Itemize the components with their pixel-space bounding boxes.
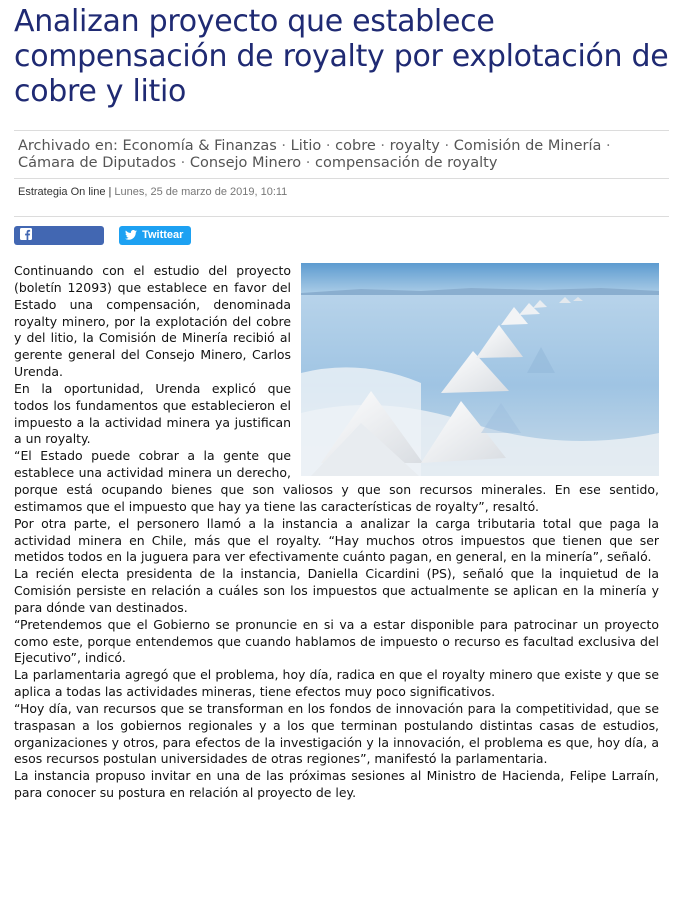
- twitter-share-label: Twittear: [142, 229, 184, 241]
- share-bar: [14, 226, 669, 262]
- facebook-icon: [20, 228, 32, 247]
- byline: Estrategia On line | Lunes, 25 de marzo de 2019, 10:11: [14, 179, 669, 217]
- tags-bar: Archivado en: Economía & Finanzas · Litio · cobre · royalty · Comisión de Minería · Cámara de Diputados · Consejo Minero · compensación de royalty: [14, 130, 669, 179]
- tag-link[interactable]: cobre: [335, 138, 376, 154]
- article-body: [14, 263, 659, 802]
- tags-prefix: Archivado en:: [18, 138, 118, 154]
- tag-link[interactable]: Economía & Finanzas: [122, 138, 277, 154]
- publish-date: Lunes, 25 de marzo de 2019, 10:11: [114, 186, 288, 198]
- twitter-share-button[interactable]: [119, 226, 191, 245]
- paragraph: “El Estado puede cobrar a la gente que establece una actividad minera un derecho, porque está ocupando bienes que son valiosos y que son recursos minerales. En ese sentido, estimamos que el impuesto que hay ya tiene las características de royalty”, resaltó.: [14, 448, 659, 514]
- tag-link[interactable]: Cámara de Diputados: [18, 155, 176, 171]
- tag-link[interactable]: compensación de royalty: [315, 155, 498, 171]
- paragraph: Continuando con el estudio del proyecto (boletín 12093) que establece en favor del Estado una compensación, denominada royalty minero, por la explotación del cobre y del litio, la Comisión de Minería recibió al gerente general del Consejo Minero, Carlos Urenda.: [14, 263, 291, 380]
- article-container: [14, 0, 669, 802]
- salt-flat-photo: [301, 263, 659, 476]
- tag-link[interactable]: Comisión de Minería: [453, 138, 602, 154]
- facebook-share-count: 1: [76, 250, 83, 262]
- paragraph: Por otra parte, el personero llamó a la instancia a analizar la carga tributaria total que paga la actividad minera en Chile, más que el royalty. “Hay muchos otros impuestos que tienen que ser metidos todos en la juguera para ver efectivamente cuánto pagan, en general, en la minería”, señaló.: [14, 515, 659, 565]
- facebook-share-button[interactable]: [14, 226, 104, 262]
- paragraph: La recién electa presidenta de la instancia, Daniella Cicardini (PS), señaló que la inquietud de la Comisión persiste en relación a cuáles son los impuestos que actualmente se aplican en la minería y para dónde van destinados.: [14, 566, 659, 615]
- paragraph: “Pretendemos que el Gobierno se pronuncie en si va a estar disponible para patrocinar un proyecto como este, porque entendemos que cuando hablamos de impuesto o recurso es facultad exclusiva del Ejecutivo”, indicó.: [14, 616, 659, 666]
- tag-link[interactable]: royalty: [389, 138, 440, 154]
- tag-link[interactable]: Consejo Minero: [189, 155, 302, 171]
- facebook-share-label: Compartir: [20, 250, 73, 262]
- paragraph: La parlamentaria agregó que el problema, hoy día, radica en que el royalty minero que existe y que se aplica a todas las actividades mineras, tiene efectos muy poco significativos.: [14, 667, 659, 700]
- article-title: Analizan proyecto que establece compensación de royalty por explotación de cobre y litio: [14, 4, 669, 109]
- paragraph: “Hoy día, van recursos que se transforman en los fondos de innovación para la competitividad, que se traspasan a los gobiernos regionales y a los que terminan postulando distintas casas de estudios, organizaciones y otros, para efectos de la investigación y la innovación, el problema es que, hoy día, a esos recursos postulan universidades de otras regiones”, manifestó la parlamentaria.: [14, 700, 659, 767]
- paragraph: En la oportunidad, Urenda explicó que todos los fundamentos que establecieron el impuesto a la actividad minera ya justifican a un royalty.: [14, 380, 291, 447]
- paragraph: La instancia propuso invitar en una de las próximas sesiones al Ministro de Hacienda, Felipe Larraín, para conocer su postura en relación al proyecto de ley.: [14, 768, 659, 801]
- source-name: Estrategia On line: [18, 186, 106, 198]
- twitter-bird-icon: [125, 228, 137, 247]
- tag-link[interactable]: Litio: [290, 138, 322, 154]
